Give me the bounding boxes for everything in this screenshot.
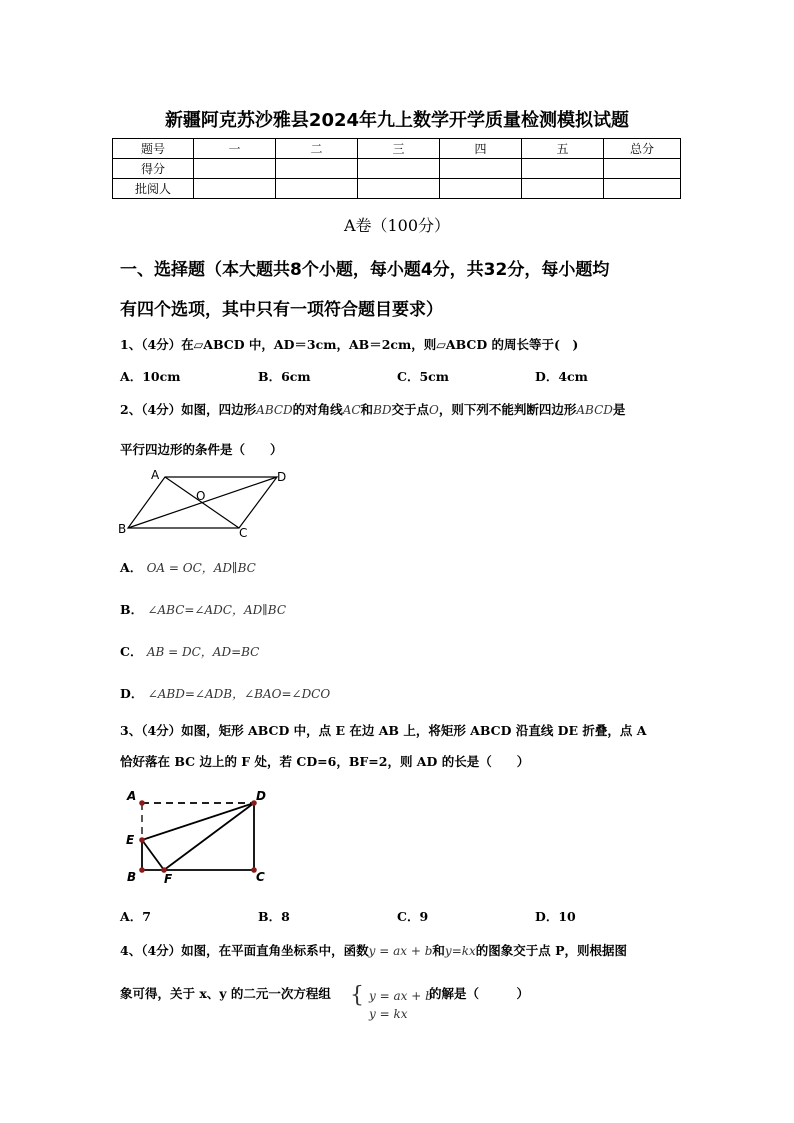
point-b (139, 867, 145, 873)
section-heading-line2: 有四个选项，其中只有一项符合题目要求） (120, 300, 443, 320)
q2-text-part: ，则下列不能判断四边形 (438, 402, 577, 417)
point-e (139, 837, 145, 843)
exam-title: 新疆阿克苏沙雅县2024年九上数学开学质量检测模拟试题 (164, 110, 630, 131)
label-d: D (256, 789, 266, 803)
table-cell: 批阅人 (113, 179, 194, 199)
q2-text-part: 2、（4分）如图，四边形 (120, 402, 257, 417)
label-b: B (127, 870, 137, 884)
table-cell: 二 (276, 139, 358, 159)
option-label: B． (120, 602, 144, 617)
segment-fd (164, 803, 254, 870)
q2-option-d[interactable] (120, 684, 330, 702)
q1-option-d[interactable]: D．4cm (535, 369, 588, 384)
table-cell: 得分 (113, 159, 194, 179)
q2-text (120, 400, 625, 418)
segment-ed (142, 803, 254, 840)
section-heading-line1: 一、选择题（本大题共8个小题，每小题4分，共32分，每小题均 (120, 260, 610, 280)
q4-text (120, 941, 627, 959)
table-cell: 题号 (113, 139, 194, 159)
q4-text-part: 4、（4分）如图，在平面直角坐标系中，函数 (120, 943, 369, 958)
q2-math: O (429, 403, 439, 417)
q1-option-c[interactable]: C．5cm (397, 369, 449, 384)
q2-option-a[interactable] (120, 558, 256, 576)
label-a: A (151, 468, 160, 482)
score-row (113, 159, 681, 179)
q1-text: 1、（4分）在▱ABCD 中，AD＝3cm，AB＝2cm，则▱ABCD 的周长等于( ) (120, 337, 579, 352)
reviewer-row (113, 179, 681, 199)
option-math: OA = OC，AD∥BC (146, 561, 256, 575)
score-input-cell[interactable] (358, 159, 440, 179)
label-a: A (127, 789, 137, 803)
score-input-cell[interactable] (194, 159, 276, 179)
score-table (112, 138, 681, 199)
score-table-header-row (113, 139, 681, 159)
q1-option-a[interactable]: A．10cm (120, 369, 181, 384)
q2-text-part: 是 (612, 402, 626, 417)
equation-system-brace: { (350, 983, 364, 1008)
q2-parallelogram-figure (110, 465, 310, 545)
score-input-cell[interactable] (604, 159, 681, 179)
q1-option-b[interactable]: B．6cm (258, 369, 311, 384)
option-math: AB = DC，AD=BC (146, 645, 260, 659)
q3-option-a[interactable]: A．7 (120, 909, 151, 924)
table-cell: 五 (522, 139, 604, 159)
q2-text-part: 交于点 (391, 402, 430, 417)
reviewer-input-cell[interactable] (440, 179, 522, 199)
table-cell: 三 (358, 139, 440, 159)
point-a (139, 800, 145, 806)
q3-option-d[interactable]: D．10 (535, 909, 576, 924)
q2-text-line2: 平行四边形的条件是（ ） (120, 442, 283, 457)
reviewer-input-cell[interactable] (358, 179, 440, 199)
q2-text-part: 和 (360, 402, 374, 417)
label-c: C (239, 526, 248, 540)
option-math: ∠ABC=∠ADC，AD∥BC (147, 603, 287, 617)
q4-text-line2: 象可得，关于 x、y 的二元一次方程组 (120, 986, 331, 1001)
option-label: A． (120, 560, 143, 575)
q2-option-c[interactable] (120, 642, 259, 660)
equation-system-line2: y = kx (369, 1007, 408, 1021)
score-input-cell[interactable] (440, 159, 522, 179)
option-label: C． (120, 644, 143, 659)
q3-text-line1: 3、（4分）如图，矩形 ABCD 中，点 E 在边 AB 上，将矩形 ABCD 沿直线 DE 折叠，点 A (120, 723, 647, 738)
table-cell: 四 (440, 139, 522, 159)
option-math: ∠ABD=∠ADB，∠BAO=∠DCO (147, 687, 331, 701)
segment-ef (142, 840, 164, 870)
label-b: B (118, 522, 127, 536)
label-o: O (196, 489, 206, 503)
q3-option-c[interactable]: C．9 (397, 909, 429, 924)
table-cell: 总分 (604, 139, 681, 159)
q4-text-part: 和 (432, 943, 445, 958)
reviewer-input-cell[interactable] (194, 179, 276, 199)
label-c: C (256, 870, 265, 884)
q2-text-part: 的对角线 (292, 402, 343, 417)
option-label: D． (120, 686, 144, 701)
reviewer-input-cell[interactable] (276, 179, 358, 199)
reviewer-input-cell[interactable] (522, 179, 604, 199)
q2-math: ABCD (576, 403, 613, 417)
table-cell: 一 (194, 139, 276, 159)
label-d: D (277, 470, 287, 484)
q3-text-line2: 恰好落在 BC 边上的 F 处，若 CD=6，BF=2，则 AD 的长是（ ） (120, 754, 530, 769)
reviewer-input-cell[interactable] (604, 179, 681, 199)
q2-math: AC (342, 403, 361, 417)
q2-option-b[interactable] (120, 600, 286, 618)
label-e: E (126, 833, 135, 847)
q4-math: y = ax + b (368, 944, 433, 958)
q4-text-end: 的解是（ ） (429, 986, 530, 1001)
q4-text-part: 的图象交于点 P，则根据图 (475, 943, 628, 958)
equation-system-line1: y = ax + b (369, 989, 433, 1003)
score-input-cell[interactable] (276, 159, 358, 179)
q2-math: ABCD (256, 403, 293, 417)
label-f: F (164, 872, 173, 886)
volume-heading: A卷（100分） (343, 216, 451, 235)
q4-math: y=kx (444, 944, 476, 958)
q2-math: BD (373, 403, 392, 417)
q3-rectangle-figure (118, 785, 278, 890)
score-input-cell[interactable] (522, 159, 604, 179)
q3-option-b[interactable]: B．8 (258, 909, 290, 924)
